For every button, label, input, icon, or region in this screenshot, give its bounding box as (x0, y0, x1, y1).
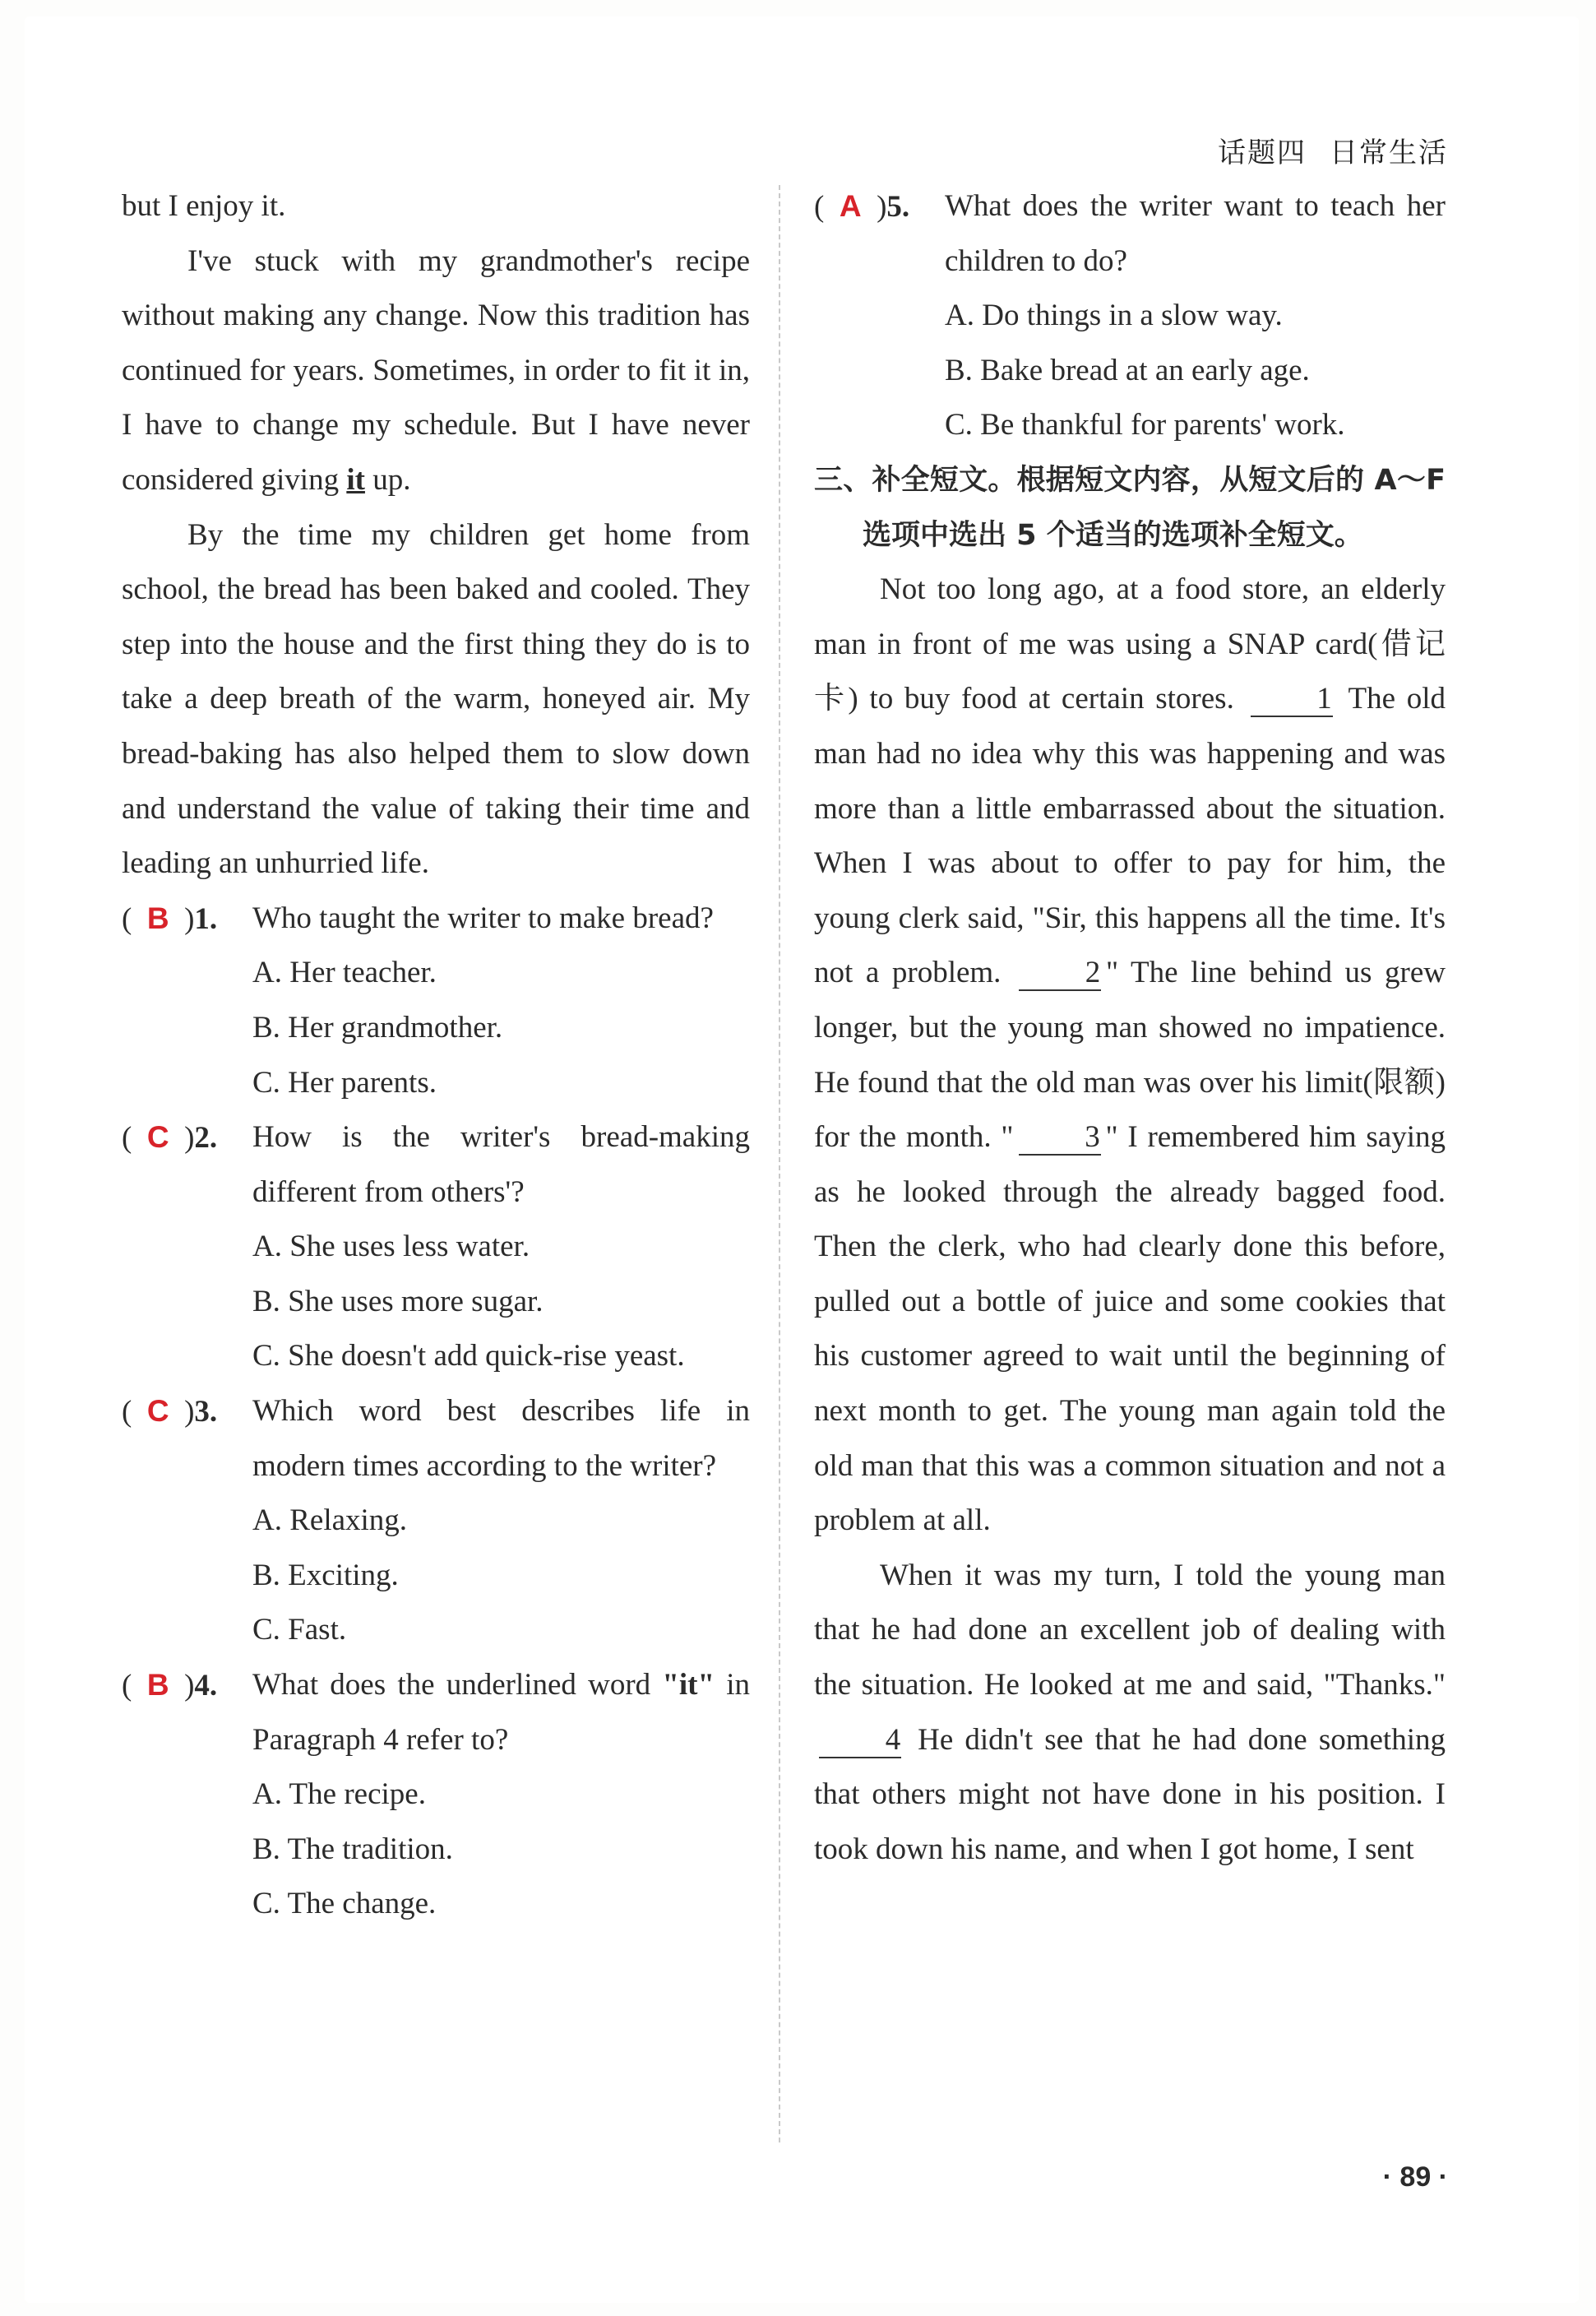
passage-text: " The line behind us grew longer, but the young man showed no impatience. He found that the old man was over his limit(限额) for the month. " (814, 956, 1446, 1155)
option: A. Do things in a slow way. (945, 299, 1283, 333)
option: B. She uses more sugar. (252, 1284, 544, 1318)
page-header (1218, 130, 1448, 170)
paragraph-text: I've stuck with my grandmother's recipe without making any change. Now this tradition has continued for years. Sometimes, in order to fit it in, I have to change my schedule. But I have never considered giving (122, 243, 750, 497)
page-number: · 89 · (1382, 2161, 1448, 2193)
answer-mark: C (146, 1120, 169, 1155)
underlined-word: it (346, 462, 365, 497)
passage-text: When it was my turn, I told the young man that he had done an excellent job of dealing with the situation. He looked at me and said, "Thanks." (814, 1558, 1446, 1702)
paragraph-text: up. (364, 462, 411, 497)
option: C. Her parents. (252, 1065, 437, 1100)
stem-text: What does the underlined word (252, 1668, 663, 1702)
question-number: 2. (194, 1121, 218, 1156)
option: B. Her grandmother. (252, 1010, 503, 1045)
passage-paragraph (814, 563, 1446, 1549)
option: A. The recipe. (252, 1777, 426, 1812)
question: ( A )5. What does the writer want to teach her children to do? A. Do things in a slow way. B. Bake bread at an early age. C. Be thankful for parents' work. (814, 179, 1446, 453)
passage-paragraph (814, 1549, 1446, 1878)
answer-mark: B (146, 1668, 169, 1702)
question: ( B )4. What does the underlined word "it" in Paragraph 4 refer to? A. The recipe. B. The tradition. C. The change. (122, 1658, 750, 1932)
option: B. Exciting. (252, 1558, 399, 1592)
right-column (814, 179, 1446, 1877)
question-number: 5. (886, 190, 910, 224)
question-number: 3. (194, 1395, 218, 1429)
paragraph: By the time my children get home from school, the bread has been baked and cooled. They step into the house and the first thing they do is to take a deep breath of the warm, honeyed air. My bread-baking has also helped them to slow down and understand the value of taking their time and leading an unhurried life. (122, 517, 750, 881)
blank-2: 2 (1019, 957, 1101, 991)
column-divider (779, 185, 780, 2142)
blank-4: 4 (819, 1724, 901, 1758)
stem-keyword: "it" (662, 1668, 715, 1702)
passage-text: Not too long ago, at a food store, an elderly man in front of me was using a SNAP card(借记卡) to buy food at certain stores. (814, 572, 1446, 716)
option: C. Fast. (252, 1613, 347, 1647)
question-stem: Who taught the writer to make bread? (252, 901, 714, 935)
question: ( B )1. Who taught the writer to make bread? A. Her teacher. B. Her grandmother. C. Her parents. (122, 892, 750, 1110)
paragraph: but I enjoy it. (122, 189, 286, 223)
option: B. Bake bread at an early age. (945, 353, 1310, 387)
option: C. The change. (252, 1887, 437, 1921)
question-stem: What does the writer want to teach her children to do? (945, 189, 1446, 278)
blank-1: 1 (1251, 683, 1333, 717)
option: A. Relaxing. (252, 1503, 408, 1538)
option: C. She doesn't add quick-rise yeast. (252, 1339, 685, 1373)
question-stem: Which word best describes life in modern times according to the writer? (252, 1394, 750, 1483)
passage-text: " I remembered him saying as he looked through the already bagged food. Then the clerk, who had clearly done this before, pulled out a bottle of juice and some cookies that his customer agreed to wait until the beginning of next month to get. The young man again told the old man that this was a common situation and not a problem at all. (814, 1120, 1446, 1538)
option: A. She uses less water. (252, 1230, 530, 1264)
answer-mark: A (839, 189, 862, 223)
blank-3: 3 (1019, 1121, 1101, 1156)
answer-mark: B (146, 901, 169, 935)
question: ( C )2. How is the writer's bread-making different from others'? A. She uses less water. B. She uses more sugar. C. She doesn't add quick-rise yeast. (122, 1110, 750, 1384)
left-column (122, 179, 750, 1932)
option: C. Be thankful for parents' work. (945, 408, 1345, 442)
paragraph (122, 234, 750, 508)
passage-text: The old man had no idea why this was happening and was more than a little embarrassed about the situation. When I was about to offer to pay for him, the young clerk said, "Sir, this happens all the time. It's not a problem. (814, 682, 1446, 990)
question-number: 1. (194, 901, 218, 936)
section-title: 三、补全短文。根据短文内容，从短文后的 A～F 选项中选出 5 个适当的选项补全短文。 (814, 463, 1446, 552)
question-stem: How is the writer's bread-making different from others'? (252, 1120, 750, 1209)
answer-mark: C (146, 1394, 169, 1429)
question-stem (252, 1668, 750, 1757)
header-title: 日常生活 (1330, 137, 1448, 169)
stem-text: in Paragraph 4 refer to? (252, 1668, 750, 1757)
question-number: 4. (194, 1669, 218, 1703)
option: B. The tradition. (252, 1832, 453, 1866)
header-topic: 话题四 (1218, 137, 1307, 169)
question: ( C )3. Which word best describes life in modern times according to the writer? A. Relaxing. B. Exciting. C. Fast. (122, 1384, 750, 1658)
passage-text: He didn't see that he had done something that others might not have done in his position. I took down his name, and when I got home, I sent (814, 1722, 1446, 1866)
option: A. Her teacher. (252, 956, 437, 990)
